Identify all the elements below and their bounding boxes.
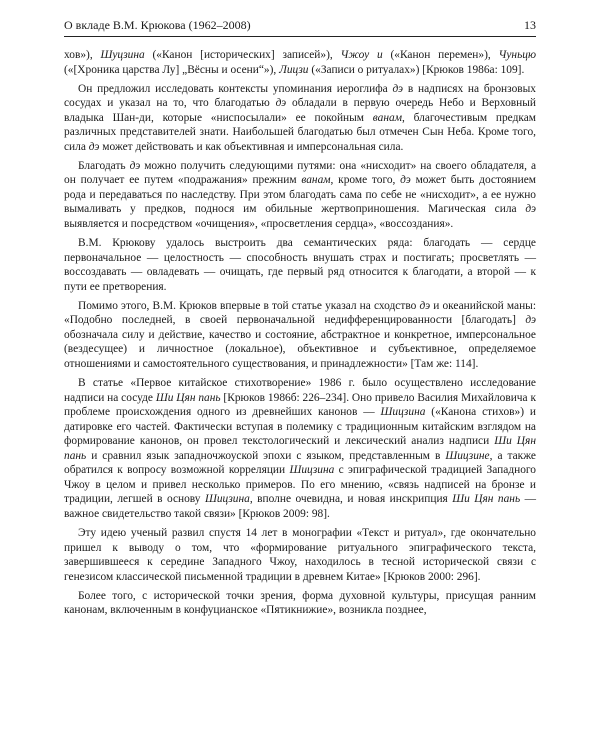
italic-term: Чуньцю — [498, 49, 536, 61]
paragraph — [64, 48, 536, 77]
italic-term: Лицзи — [279, 63, 309, 76]
italic-term: Шицзина — [380, 406, 426, 419]
text-run: обладали в первую очередь Небо и Верховный владыка Шан-ди, которые «ниспосылали» ее покойным — [64, 97, 536, 124]
italic-term: Ши Цян пань — [155, 391, 221, 404]
italic-term: дэ — [525, 314, 536, 327]
text-run: , а также обратился к вопросу возможной корреляции — [64, 449, 536, 477]
text-run: обозначала силу и действие, качество и состояние, абстрактное и конкретное, имперсональное (вездесущее) и личностное (локальное), объективное и субъективное, определяемое отношениями и самостоятельного существования, и принадлежности» [Там же: 114]. — [64, 328, 536, 370]
text-run: , вполне очевидна, и новая инскрипция — [249, 493, 453, 506]
text-run: хов»), — [64, 49, 101, 61]
paragraph — [64, 82, 536, 155]
italic-term: дэ — [419, 299, 431, 312]
italic-term: дэ — [275, 97, 287, 110]
page-number: 13 — [524, 18, 536, 32]
italic-term: Шицзине — [445, 449, 490, 462]
italic-term: Шицзина — [204, 493, 250, 506]
text-run: , благочестивым предкам различных представителей знати. Наибольшей благодатью был отмечен Сын Неба. Кроме того, сила — [64, 111, 536, 153]
text-run: Он предложил исследовать контексты упоминания иероглифа — [78, 82, 393, 95]
text-run: Помимо этого, В.М. Крюков впервые в той статье указал на сходство — [78, 299, 420, 312]
text-run: Более того, с исторической точки зрения, форма духовной культуры, присущая ранним канонам, включенным в конфуцианское «Пятикнижие», возникла позднее, — [64, 589, 536, 617]
text-run: выявляется и посредством «очищения», «просветления сердца», «воссоздания». — [64, 218, 454, 231]
paragraph — [64, 376, 536, 521]
text-run: [Крюков 1986б: 226–234]. Оно привело Василия Михайловича к проблеме происхождения одного из древнейших канонов — — [64, 391, 536, 419]
paragraph — [64, 299, 536, 372]
text-run: , кроме того, — [330, 174, 401, 187]
paragraph — [64, 236, 536, 294]
paragraph — [64, 159, 536, 232]
italic-term: дэ — [525, 203, 536, 216]
running-title: О вкладе В.М. Крюкова (1962–2008) — [64, 18, 251, 32]
italic-term: Ши Цян пань — [64, 435, 536, 462]
text-run: («Канона стихов») и датировке его частей. Фактически вступая в полемику с традиционным китайским взглядом на формирование канонов, он провел текстологический и лексический анализ надписи — [64, 406, 536, 448]
italic-term: Шуцзина — [100, 49, 145, 61]
body-text — [64, 48, 536, 622]
italic-term: дэ — [400, 174, 411, 187]
text-run: — важное свидетельство такой связи» [Крюков 2009: 98]. — [64, 493, 536, 520]
italic-term: Чжоу и — [340, 49, 383, 61]
text-run: с эпиграфической традицией Западного Чжоу в целом и привел несколько примеров. По его мнению, «связь надписей на бронзе и традиции, легшей в основу — [64, 464, 536, 506]
italic-term: Шицзина — [289, 464, 335, 477]
text-run: и сравнил язык западночжоуской эпохи с языком, представленным в — [86, 449, 446, 462]
text-run: Благодать — [78, 159, 130, 172]
italic-term: ванам — [372, 111, 402, 124]
italic-term: дэ — [129, 159, 141, 172]
text-run: Эту идею ученый развил спустя 14 лет в монографии «Текст и ритуал», где окончательно пришел к выводу о том, что «формирование ритуального эпиграфического текста, завершившееся к середине Западного Чжоу, находилось в тесной исторической связи с генезисом классической письменной традиции в древнем Китае» [Крюков 2000: 296]. — [64, 526, 536, 583]
italic-term: дэ — [88, 140, 100, 153]
text-run: можно получить следующими путями: она «нисходит» на своего обладателя, а он получает ее путем «подражания» прежним — [64, 159, 537, 187]
text-run: («Записи о ритуалах») [Крюков 1986а: 109]. — [308, 63, 525, 76]
italic-term: Ши Цян пань — [452, 493, 521, 506]
text-run: в надписях на бронзовых сосудах и указал на то, что благодатью — [64, 82, 537, 110]
text-run: («[Хроника царства Лу] „Вёсны и осени“»), — [64, 63, 280, 76]
paragraph — [64, 526, 536, 584]
text-run: может быть достоянием рода и передаваться по наследству. При этом благодать сама по себе не «нисходит», а ее нужно вымаливать у предков, поднося им обильные жертвоприношения. Магическая сила — [64, 174, 536, 216]
text-run: и океанийской маны: «Подобно последней, в своей первоначальной недифференцированности [благодать] — [64, 299, 537, 327]
text-run: («Канон [исторических] записей»), — [144, 49, 341, 61]
italic-term: ванам — [301, 174, 331, 187]
text-run: В.М. Крюкову удалось выстроить два семантических ряда: благодать — сердце первоначальное — целостность — способность внушать страх и постигать; просветлять — воссоздавать — овладевать — очищать, где первый ряд относится к благодати, а второй — к пути ее претворения. — [64, 237, 536, 293]
italic-term: дэ — [392, 82, 404, 95]
paragraph — [64, 589, 536, 618]
running-header — [64, 18, 536, 37]
text-run: («Канон перемен»), — [382, 49, 499, 61]
text-run: может действовать и как объективная и имперсональная сила. — [99, 140, 404, 153]
text-run: В статье «Первое китайское стихотворение» 1986 г. было осуществлено исследование надписи на сосуде — [64, 376, 536, 404]
